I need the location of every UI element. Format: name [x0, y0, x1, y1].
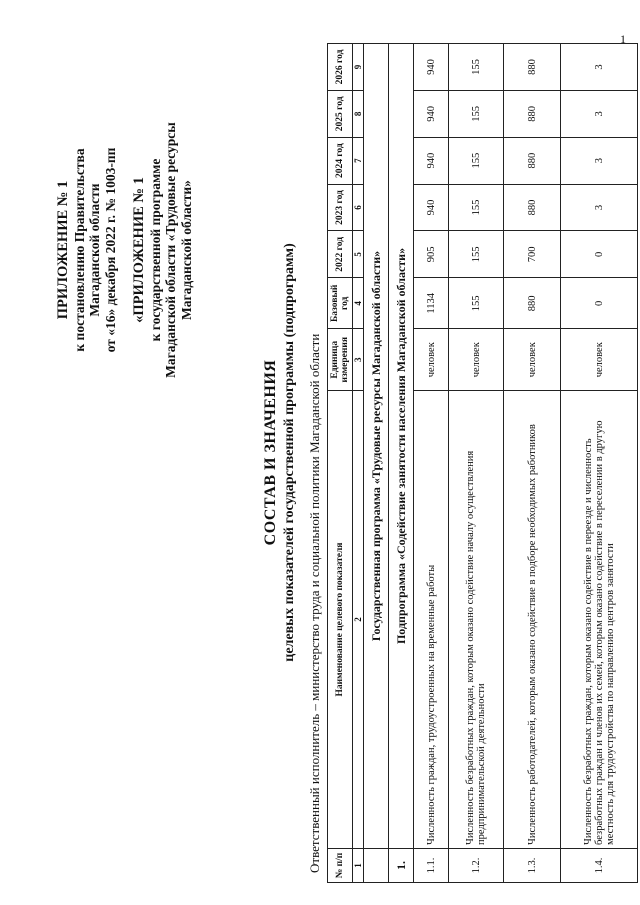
- table-header-row: [328, 44, 353, 883]
- row-2023: 940: [414, 184, 449, 231]
- row-2022: 905: [414, 231, 449, 278]
- row-base: 155: [449, 278, 504, 329]
- row-base: 1134: [414, 278, 449, 329]
- col-number: 4: [353, 278, 364, 329]
- subprogram-row: [389, 44, 414, 883]
- appendix-block: [56, 100, 194, 400]
- col-number: 6: [353, 184, 364, 231]
- row-2023: 3: [561, 184, 638, 231]
- col-number: 7: [353, 137, 364, 184]
- col-number: 3: [353, 329, 364, 391]
- row-2024: 3: [561, 137, 638, 184]
- row-2026: 155: [449, 44, 504, 91]
- row-2025: 155: [449, 90, 504, 137]
- appendix-title: ПРИЛОЖЕНИЕ № 1: [55, 180, 71, 320]
- row-2025: 3: [561, 90, 638, 137]
- document-subtitle: целевых показателей государственной программы (подпрограмм): [282, 243, 297, 662]
- row-2023: 155: [449, 184, 504, 231]
- row-num: 1.3.: [504, 848, 561, 882]
- appendix-line: Магаданской области «Трудовые ресурсы: [163, 122, 178, 378]
- row-base: 880: [504, 278, 561, 329]
- row-2024: 880: [504, 137, 561, 184]
- row-unit: человек: [414, 329, 449, 391]
- program-row: [364, 44, 389, 883]
- table-row: [561, 44, 638, 883]
- appendix-line: к государственной программе: [147, 158, 163, 342]
- indicators-table: [327, 43, 638, 883]
- subprogram-title: Подпрограмма «Содействие занятости населения Магаданской области»: [389, 44, 414, 849]
- row-2026: 940: [414, 44, 449, 91]
- table-row: [414, 44, 449, 883]
- document-title: СОСТАВ И ЗНАЧЕНИЯ: [262, 359, 279, 546]
- header-base: Базовый год: [328, 278, 353, 329]
- row-num: 1.1.: [414, 848, 449, 882]
- appendix-line: к постановлению Правительства: [71, 148, 87, 352]
- col-number: 9: [353, 44, 364, 91]
- row-2025: 940: [414, 90, 449, 137]
- row-2023: 880: [504, 184, 561, 231]
- row-2022: 0: [561, 231, 638, 278]
- header-num: № п/п: [328, 848, 353, 882]
- header-2026: 2026 год: [328, 44, 353, 91]
- document-heading: [262, 20, 298, 885]
- col-number: 2: [353, 391, 364, 849]
- appendix-line: Магаданской области: [87, 183, 102, 317]
- header-2024: 2024 год: [328, 137, 353, 184]
- row-2026: 3: [561, 44, 638, 91]
- header-2023: 2023 год: [328, 184, 353, 231]
- subprogram-num: 1.: [389, 848, 414, 882]
- col-number: 5: [353, 231, 364, 278]
- row-num: 1.2.: [449, 848, 504, 882]
- row-2022: 155: [449, 231, 504, 278]
- row-name: Численность граждан, трудоустроенных на временные работы: [414, 391, 449, 849]
- row-2025: 880: [504, 90, 561, 137]
- appendix-line: Магаданской области»: [178, 180, 194, 320]
- row-unit: человек: [449, 329, 504, 391]
- program-title: Государственная программа «Трудовые ресурсы Магаданской области»: [364, 44, 389, 849]
- header-2022: 2022 год: [328, 231, 353, 278]
- row-name: Численность работодателей, которым оказано содействие в подборе необходимых работников: [504, 391, 561, 849]
- table-row: [449, 44, 504, 883]
- row-2024: 940: [414, 137, 449, 184]
- row-name: Численность безработных граждан, которым оказано содействие началу осуществления предпринимательской деятельности: [449, 391, 504, 849]
- appendix-date: от «16» декабря 2022 г. № 1003-пп: [102, 147, 118, 353]
- responsible-executor: Ответственный исполнитель – министерство труда и социальной политики Магаданской области: [307, 333, 322, 873]
- header-2025: 2025 год: [328, 90, 353, 137]
- appendix-title-2: «ПРИЛОЖЕНИЕ № 1: [131, 177, 147, 323]
- row-unit: человек: [504, 329, 561, 391]
- column-number-row: [353, 44, 364, 883]
- row-2022: 700: [504, 231, 561, 278]
- row-2026: 880: [504, 44, 561, 91]
- col-number: 8: [353, 90, 364, 137]
- row-num: 1.4.: [561, 848, 638, 882]
- page-number: 1: [620, 32, 626, 46]
- row-name: Численность безработных граждан, которым оказано содействие в переезде и численность безработных граждан и членов их семей, которым оказано содействие в переселении в другую местность для трудоустройства по направлению центров занятости: [561, 391, 638, 849]
- table-row: [504, 44, 561, 883]
- header-name: Наименование целевого показателя: [328, 391, 353, 849]
- col-number: 1: [353, 848, 364, 882]
- header-unit: Единица измерения: [328, 329, 353, 391]
- row-unit: человек: [561, 329, 638, 391]
- row-base: 0: [561, 278, 638, 329]
- row-2024: 155: [449, 137, 504, 184]
